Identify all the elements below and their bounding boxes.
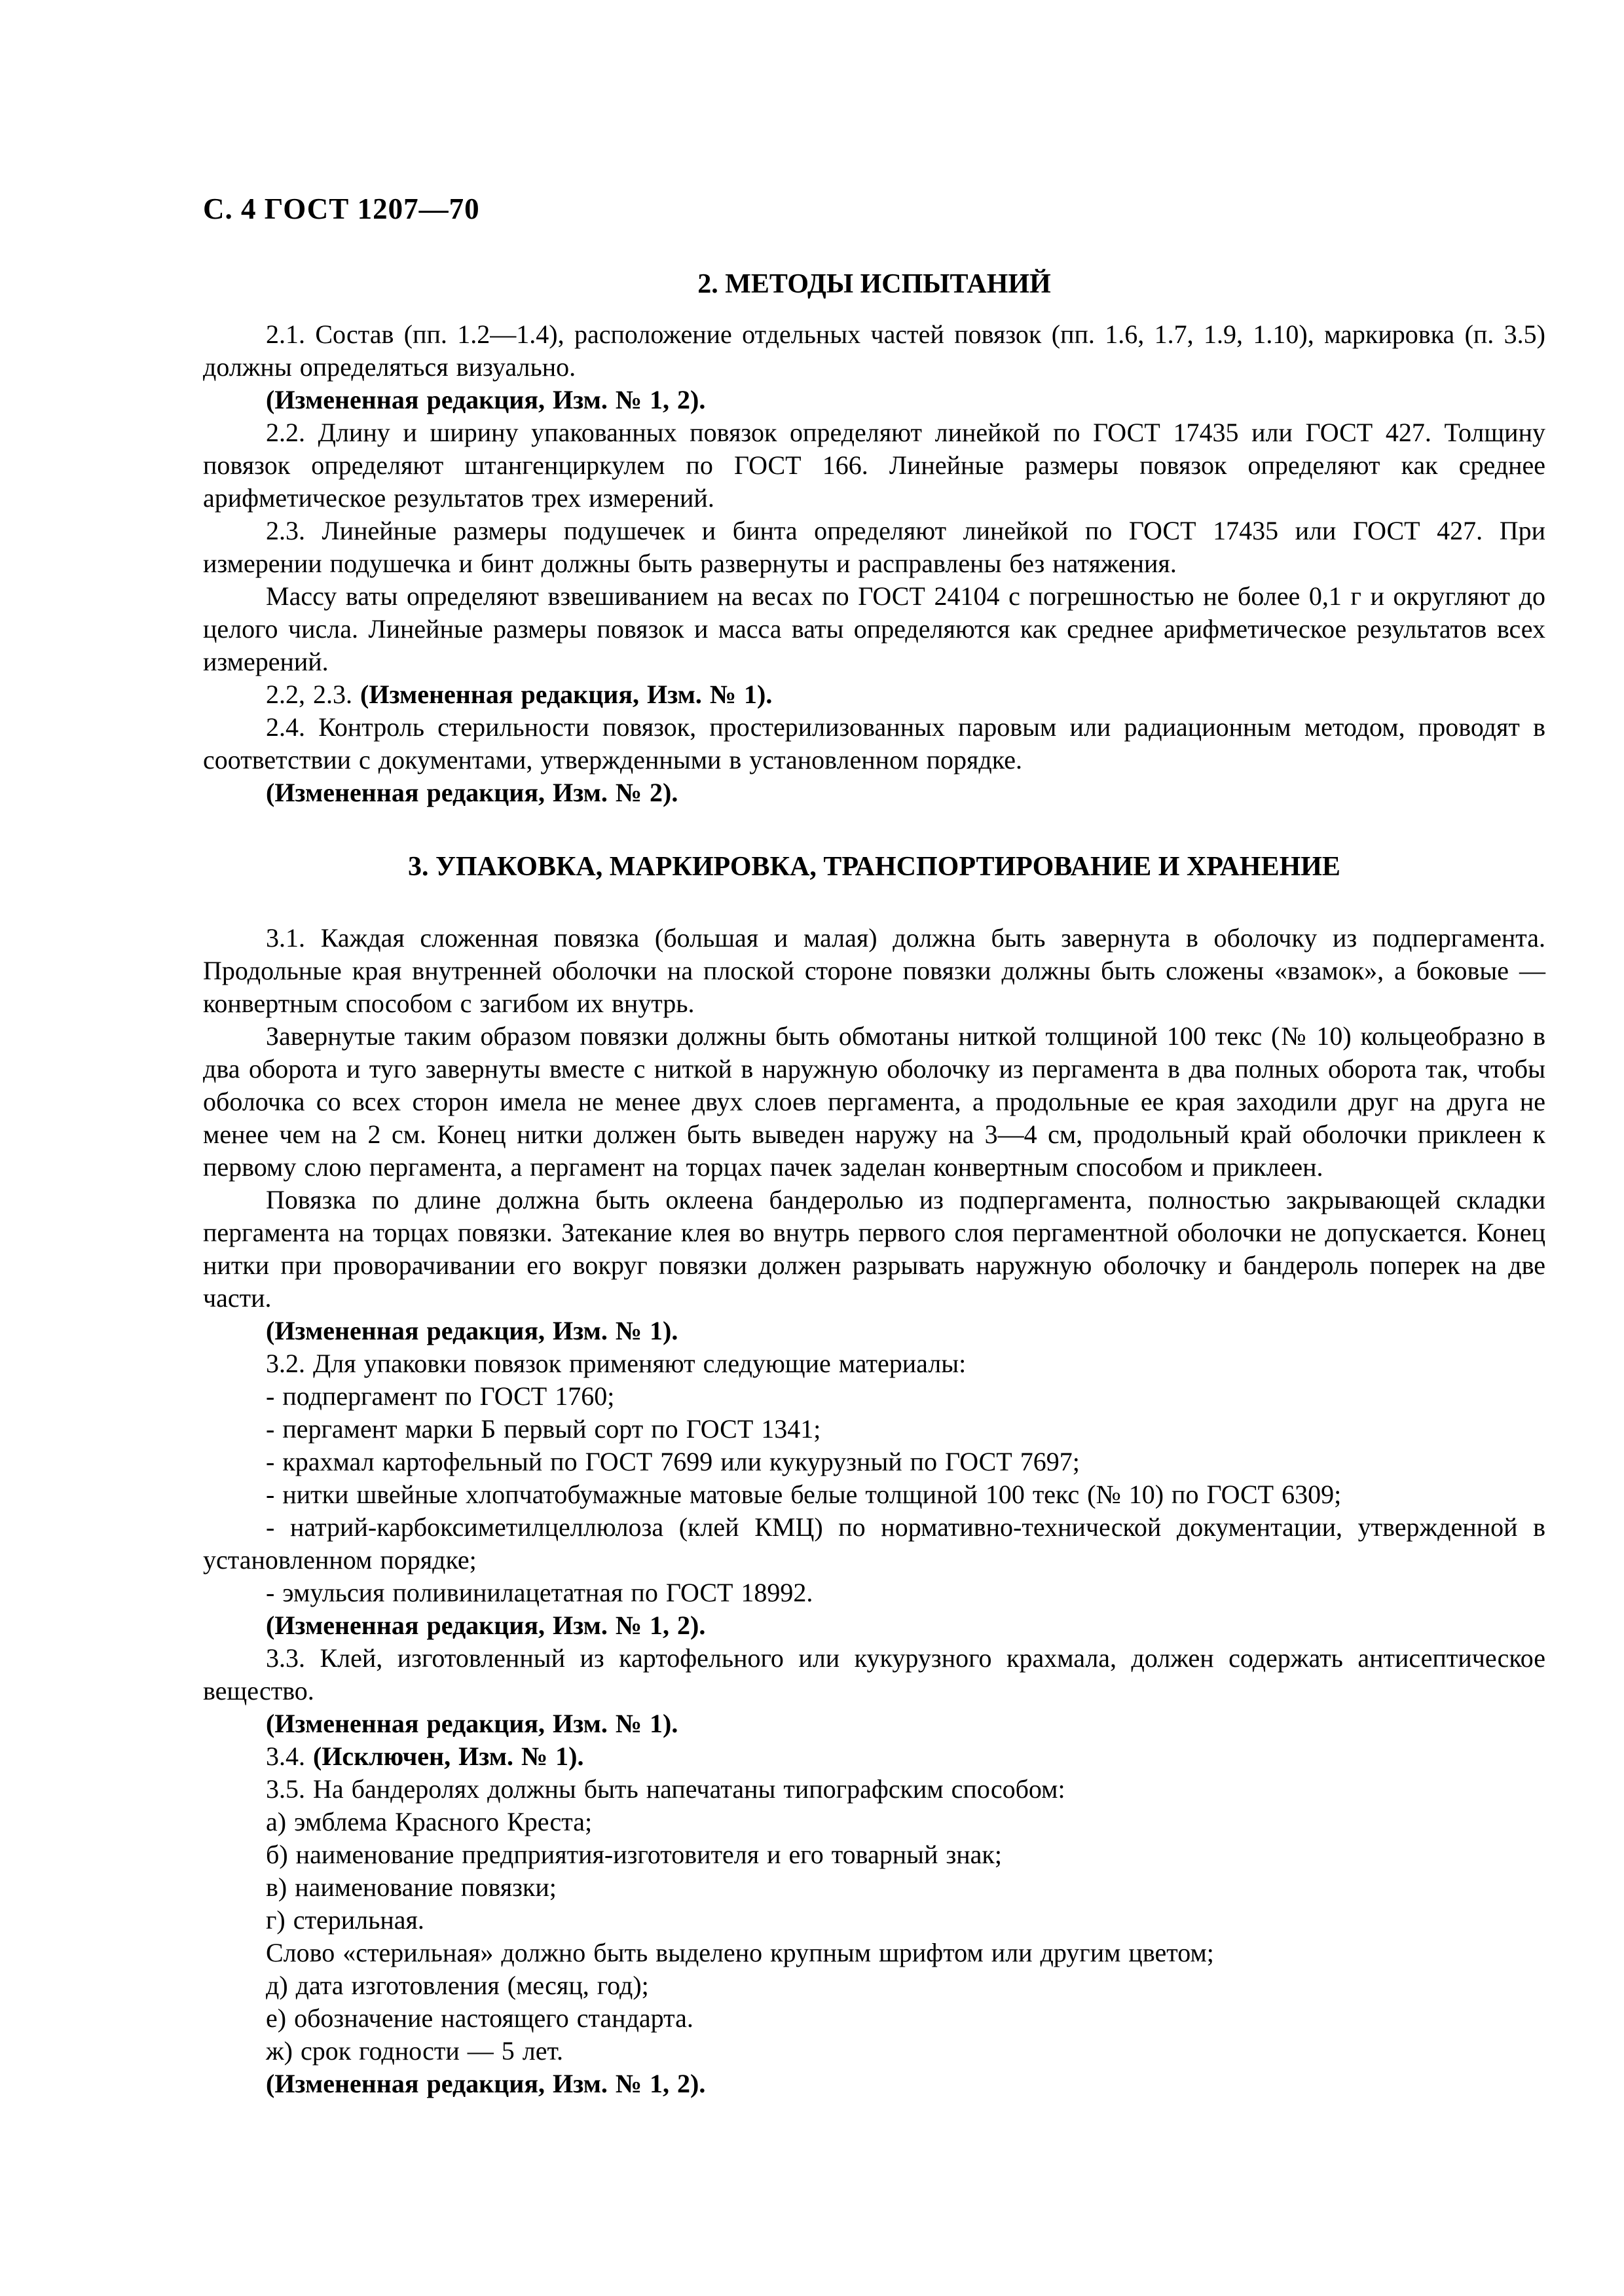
paragraph — [203, 711, 1545, 776]
text-run: в) наименование повязки; — [266, 1872, 557, 1902]
paragraph — [203, 1806, 1545, 1838]
paragraph — [203, 1642, 1545, 1707]
paragraph — [203, 1773, 1545, 1806]
paragraph — [203, 1020, 1545, 1184]
paragraph — [203, 776, 1545, 809]
text-run: 3.1. Каждая сложенная повязка (большая и малая) должна быть завернута в оболочку из подпергамента. Продольные края внутренней оболочки на плоской стороне повязки должны быть сложены «взамок», а боковые — конвертным способом с загибом их внутрь. — [203, 923, 1545, 1018]
text-run: Повязка по длине должна быть оклеена бандеролью из подпергамента, полностью закрывающей складки пергамента на торцах повязки. Затекание клея во внутрь первого слоя пергаментной оболочки не допускается. Конец нитки при проворачивании его вокруг повязки должен разрывать наружную оболочку и бандероль поперек на две части. — [203, 1185, 1545, 1313]
paragraph — [203, 1315, 1545, 1347]
paragraph — [203, 2068, 1545, 2100]
paragraph — [203, 1478, 1545, 1511]
text-run: 3.3. Клей, изготовленный из картофельного или кукурузного крахмала, должен содержать антисептическое вещество. — [203, 1643, 1545, 1705]
paragraph — [203, 1609, 1545, 1642]
paragraph — [203, 416, 1545, 515]
text-run: г) стерильная. — [266, 1905, 424, 1935]
paragraph — [203, 1740, 1545, 1773]
text-run: - эмульсия поливинилацетатная по ГОСТ 18992. — [266, 1578, 813, 1607]
paragraph — [203, 1707, 1545, 1740]
text-run: 2.1. Состав (пп. 1.2—1.4), расположение отдельных частей повязок (пп. 1.6, 1.7, 1.9, 1.10), маркировка (п. 3.5) должны определяться визуально. — [203, 319, 1545, 382]
section-paragraphs — [203, 922, 1545, 2100]
document-content — [203, 191, 1545, 2100]
revision-note: (Измененная редакция, Изм. № 1, 2). — [266, 385, 706, 414]
page-header: С. 4 ГОСТ 1207—70 — [203, 192, 480, 225]
section-test-methods — [203, 267, 1545, 809]
paragraph — [203, 1380, 1545, 1413]
text-run: ж) срок годности — 5 лет. — [266, 2036, 563, 2066]
paragraph — [203, 1576, 1545, 1609]
text-run: 2.4. Контроль стерильности повязок, простерилизованных паровым или радиационным методом, проводят в соответствии с документами, утвержденными в установленном порядке. — [203, 712, 1545, 774]
paragraph — [203, 1838, 1545, 1871]
paragraph — [203, 515, 1545, 580]
text-run: - нитки швейные хлопчатобумажные матовые белые толщиной 100 текс (№ 10) по ГОСТ 6309; — [266, 1480, 1342, 1509]
text-run: - подпергамент по ГОСТ 1760; — [266, 1381, 615, 1411]
paragraph — [203, 1413, 1545, 1446]
text-run: 3.4. — [266, 1741, 313, 1771]
section-title: 3. УПАКОВКА, МАРКИРОВКА, ТРАНСПОРТИРОВАНИЕ И ХРАНЕНИЕ — [408, 852, 1340, 882]
paragraph — [203, 922, 1545, 1020]
paragraph — [203, 2035, 1545, 2068]
revision-note: (Измененная редакция, Изм. № 2). — [266, 778, 678, 807]
text-run: 2.2. Длину и ширину упакованных повязок определяют линейкой по ГОСТ 17435 или ГОСТ 427. Толщину повязок определяют штангенциркулем по ГОСТ 166. Линейные размеры повязок определяют как среднее арифметическое результатов трех измерений. — [203, 418, 1545, 513]
text-run: - крахмал картофельный по ГОСТ 7699 или кукурузный по ГОСТ 7697; — [266, 1447, 1080, 1476]
text-run: Массу ваты определяют взвешиванием на весах по ГОСТ 24104 с погрешностью не более 0,1 г и округляют до целого числа. Линейные размеры повязок и масса ваты определяются как среднее арифметическое результатов всех измерений. — [203, 581, 1545, 676]
section-packaging-marking — [203, 850, 1545, 2100]
paragraph — [203, 1969, 1545, 2002]
paragraph — [203, 1904, 1545, 1937]
paragraph — [203, 1347, 1545, 1380]
paragraph — [203, 1511, 1545, 1576]
section-title: 2. МЕТОДЫ ИСПЫТАНИЙ — [697, 269, 1051, 299]
text-run: б) наименование предприятия-изготовителя и его товарный знак; — [266, 1840, 1002, 1869]
text-run: а) эмблема Красного Креста; — [266, 1807, 593, 1836]
text-run: Слово «стерильная» должно быть выделено крупным шрифтом или другим цветом; — [266, 1938, 1214, 1967]
text-run: 2.3. Линейные размеры подушечек и бинта определяют линейкой по ГОСТ 17435 или ГОСТ 427. При измерении подушечка и бинт должны быть развернуты и расправлены без натяжения. — [203, 516, 1545, 578]
text-run: 3.2. Для упаковки повязок применяют следующие материалы: — [266, 1349, 967, 1378]
text-run: - пергамент марки Б первый сорт по ГОСТ 1341; — [266, 1414, 821, 1444]
paragraph — [203, 678, 1545, 711]
text-run: - натрий-карбоксиметилцеллюлоза (клей КМЦ) по нормативно-технической документации, утвержденной в установленном порядке; — [203, 1512, 1545, 1575]
text-run: д) дата изготовления (месяц, год); — [266, 1971, 649, 2000]
text-run: 3.5. На бандеролях должны быть напечатаны типографским способом: — [266, 1774, 1065, 1804]
revision-note: (Измененная редакция, Изм. № 1). — [266, 1316, 678, 1345]
revision-note: (Измененная редакция, Изм. № 1). — [360, 680, 773, 709]
revision-note: (Измененная редакция, Изм. № 1, 2). — [266, 2069, 706, 2098]
paragraph — [203, 384, 1545, 416]
paragraph — [203, 1871, 1545, 1904]
paragraph — [203, 580, 1545, 678]
paragraph — [203, 2002, 1545, 2035]
revision-note: (Исключен, Изм. № 1). — [313, 1741, 584, 1771]
paragraph — [203, 1184, 1545, 1315]
text-run: е) обозначение настоящего стандарта. — [266, 2003, 693, 2033]
text-run: Завернутые таким образом повязки должны быть обмотаны ниткой толщиной 100 текс (№ 10) кольцеобразно в два оборота и туго завернуты вместе с ниткой в наружную оболочку из пергамента в два полных оборота так, чтобы оболочка со всех сторон имела не менее двух слоев пергамента, а продольные ее края заходили друг на друга не менее чем на 2 см. Конец нитки должен быть выведен наружу на 3—4 см, продольный край оболочки приклеен к первому слою пергамента, а пергамент на торцах пачек заделан конвертным способом и приклеен. — [203, 1021, 1545, 1182]
text-run: 2.2, 2.3. — [266, 680, 360, 709]
paragraph — [203, 318, 1545, 384]
revision-note: (Измененная редакция, Изм. № 1). — [266, 1709, 678, 1738]
section-paragraphs — [203, 318, 1545, 809]
paragraph — [203, 1446, 1545, 1478]
paragraph — [203, 1937, 1545, 1969]
revision-note: (Измененная редакция, Изм. № 1, 2). — [266, 1611, 706, 1640]
